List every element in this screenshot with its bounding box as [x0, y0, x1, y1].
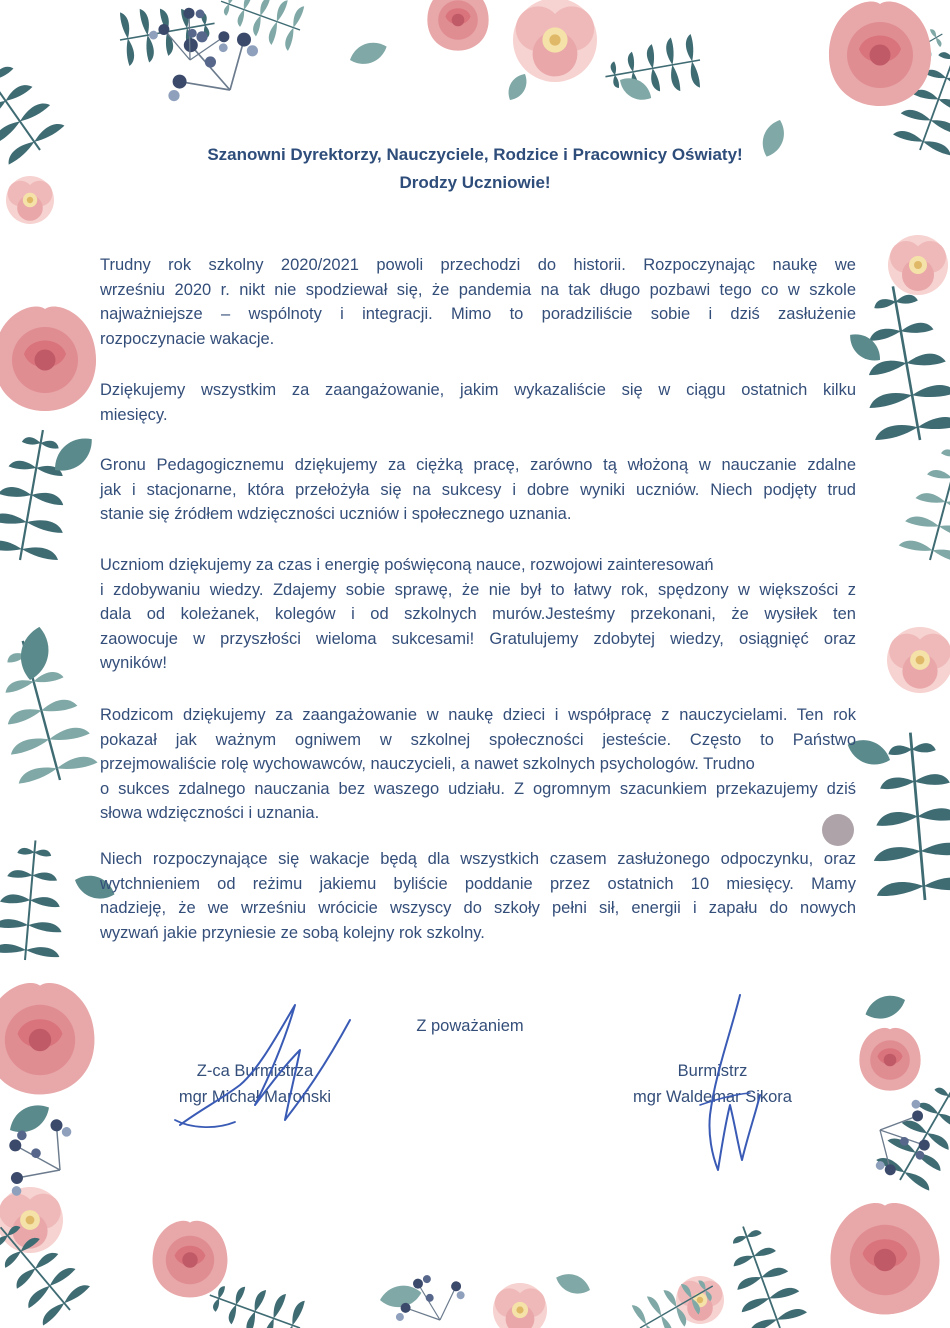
text-line: Uczniom dziękujemy za czas i energię poświęconą nauce, rozwojowi zainteresowań: [100, 556, 714, 574]
text-line: wyników!: [100, 654, 167, 672]
text-line: Dziękujemy wszystkim za zaangażowanie, jakim wykazaliście się w ciągu ostatnich kilku: [100, 381, 856, 399]
text-line: miesięcy.: [100, 405, 168, 424]
salutation-line-2: Drodzy Uczniowie!: [399, 173, 551, 192]
left-signatory-title: Z-ca Burmistrza: [196, 1062, 314, 1080]
paragraph-6: [100, 847, 856, 945]
paragraph-3: [100, 453, 856, 527]
text-line: dala od koleżanek, kolegów i od szkolnych murów.Jesteśmy przekonani, że wysiłek ten: [100, 605, 856, 623]
text-line: rozpoczynacie wakacje.: [100, 329, 275, 348]
right-signatory-name: mgr Waldemar Sikora: [633, 1088, 792, 1106]
text-line: zaowocuje w przyszłości wieloma sukcesami! Gratulujemy zdobytej wiedzy, osiągnięć oraz: [100, 629, 856, 648]
text-line: słowa wdzięczności i uznania.: [100, 804, 320, 822]
text-line: wytchnieniem od reżimu jakiemu byliście poddanie przez ostatnich 10 miesięcy. Mamy: [100, 874, 856, 893]
right-signatory-title: Burmistrz: [677, 1062, 748, 1080]
paragraph-5: [100, 703, 856, 826]
text-line: jak i stacjonarne, która przełożyła się na sukcesy i dobre wyniki uczniów. Niech podjęty trud: [100, 480, 856, 499]
closing-text: Z poważaniem: [416, 1017, 524, 1035]
right-handwritten-signature: [670, 985, 780, 1185]
text-line: najważniejsze – wspólnoty i integracji. Mimo to poradziliście sobie i dziś zasłużenie: [100, 305, 856, 323]
text-line: wyzwań jakie przyniesie ze sobą kolejny rok szkolny.: [100, 923, 485, 942]
text-line: przejmowaliście rolę wychowawców, nauczycieli, a nawet szkolnych psychologów. Trudno: [100, 755, 755, 773]
paragraph-1: [100, 253, 856, 351]
text-line: Niech rozpoczynające się wakacje będą dla wszystkich czasem zasłużonego odpoczynku, oraz: [100, 850, 856, 868]
text-line: wrześniu 2020 r. nikt nie spodziewał się, że pandemia na tak długo pozbawi tego co w szkole: [100, 280, 856, 299]
text-line: pokazał jak ważnym ogniwem w szkolnej społeczności jesteście. Często to Państwo: [100, 730, 856, 749]
salutation-line-1: Szanowni Dyrektorzy, Nauczyciele, Rodzice i Pracownicy Oświaty!: [207, 145, 743, 164]
text-line: i zdobywaniu wiedzy. Zdajemy sobie sprawę, że nie był to łatwy rok, spędzony w większości z: [100, 580, 856, 599]
text-line: nadzieję, że we wrześniu wrócicie wszyscy do szkoły pełni sił, energii i zapału do nowych: [100, 899, 856, 917]
left-handwritten-signature: [160, 990, 360, 1140]
paragraph-4: [100, 553, 856, 676]
paragraph-2: [100, 378, 856, 427]
text-line: Gronu Pedagogicznemu dziękujemy za ciężką pracę, zarówno tą włożoną w nauczanie zdalne: [100, 456, 856, 474]
text-line: Rodzicom dziękujemy za zaangażowanie w naukę dzieci i współpracę z nauczycielami. Ten rok: [100, 706, 856, 724]
text-line: Trudny rok szkolny 2020/2021 powoli przechodzi do historii. Rozpoczynając naukę we: [100, 256, 856, 274]
text-line: o sukces zdalnego nauczania bez waszego udziału. Z ogromnym szacunkiem przekazujemy dziś: [100, 779, 856, 798]
left-signatory-name: mgr Michał Maroński: [178, 1088, 332, 1106]
text-line: stanie się źródłem wdzięczności uczniów i społecznego uznania.: [100, 505, 572, 523]
